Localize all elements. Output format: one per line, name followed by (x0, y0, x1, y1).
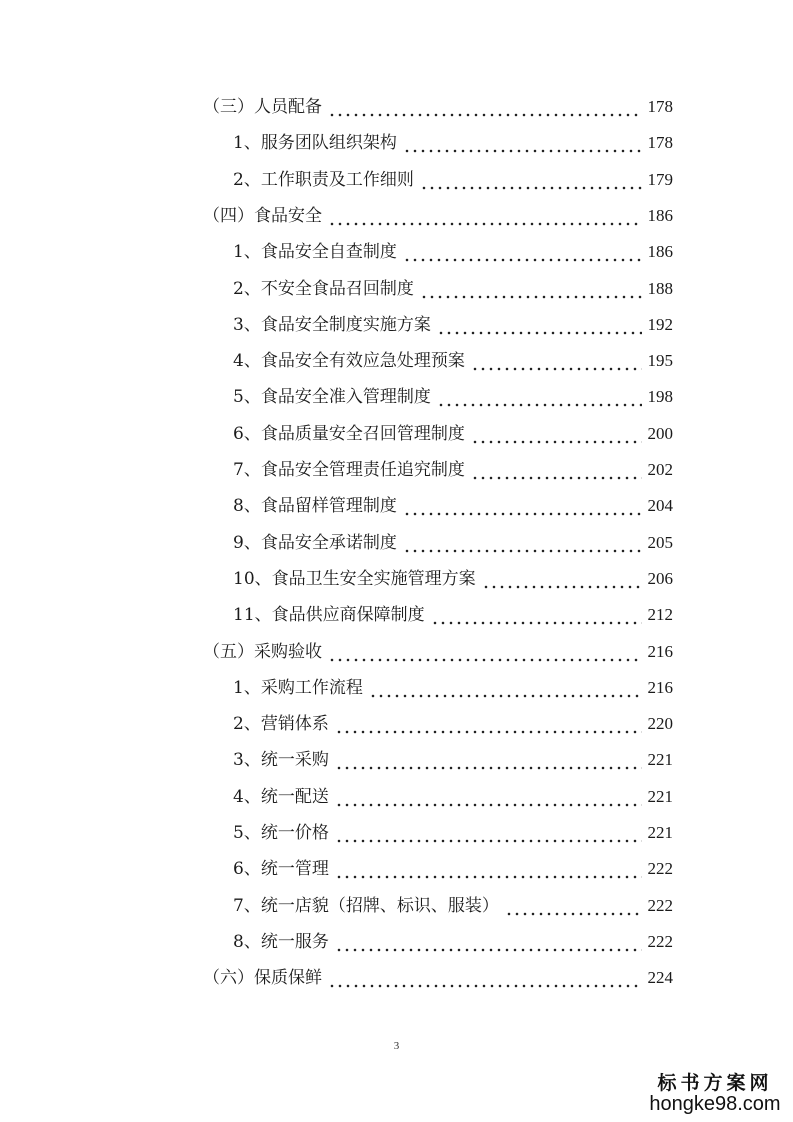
toc-entry (233, 856, 673, 882)
toc-entry-title: 11、食品供应商保障制度 (233, 605, 425, 626)
toc-entry-title: 1、服务团队组织架构 (233, 133, 397, 154)
toc-dot-leader (403, 130, 642, 156)
toc-dot-leader (335, 820, 642, 846)
watermark-cn: 标书方案网 (657, 1072, 773, 1094)
toc-entry (233, 348, 673, 374)
toc-entry-title: 7、食品安全管理责任追究制度 (233, 460, 465, 480)
toc-dot-leader (431, 602, 642, 628)
toc-entry-page: 198 (647, 387, 673, 407)
toc-entry (233, 929, 673, 955)
toc-entry (203, 639, 673, 665)
toc-entry-page: 212 (647, 605, 673, 625)
toc-entry-page: 179 (647, 169, 673, 189)
toc-entry (203, 203, 673, 229)
toc-entry-title: 2、不安全食品召回制度 (233, 278, 414, 299)
toc-dot-leader (328, 94, 642, 120)
toc-entry-title: 3、食品安全制度实施方案 (233, 314, 431, 335)
toc-entry-title: （五）采购验收 (203, 641, 322, 662)
toc-entry-title: 4、食品安全有效应急处理预案 (233, 351, 465, 372)
toc-entry-page: 221 (647, 786, 673, 806)
toc-entry-title: 7、统一店貌（招牌、标识、服装） (233, 895, 499, 916)
toc-entry (233, 167, 673, 193)
toc-entry (233, 530, 673, 556)
toc-entry (233, 493, 673, 519)
toc-entry-title: （四）食品安全 (203, 205, 322, 226)
toc-entry-page: 200 (647, 423, 673, 443)
toc-dot-leader (437, 384, 642, 410)
toc-entry-title: 8、统一服务 (233, 931, 329, 952)
toc-entry-page: 186 (647, 242, 673, 262)
toc-dot-leader (505, 893, 642, 919)
watermark-logo (640, 1068, 790, 1116)
toc-entry (233, 384, 673, 410)
toc-entry-page: 206 (647, 568, 673, 588)
toc-entry-page: 224 (647, 968, 673, 988)
toc-dot-leader (335, 747, 642, 773)
toc-dot-leader (420, 167, 642, 193)
toc-dot-leader (482, 566, 642, 592)
toc-entry-title: 9、食品安全承诺制度 (233, 532, 397, 553)
toc-entry (203, 965, 673, 991)
toc-entry-title: 5、食品安全准入管理制度 (233, 387, 431, 408)
toc-dot-leader (403, 239, 642, 265)
toc-entry-title: 4、统一配送 (233, 786, 329, 807)
toc-dot-leader (471, 421, 642, 447)
toc-entry-title: 3、统一采购 (233, 750, 329, 771)
toc-dot-leader (403, 493, 642, 519)
toc-entry (233, 820, 673, 846)
toc-entry-page: 222 (647, 895, 673, 915)
watermark-en: hongke98.com (649, 1093, 781, 1115)
toc-dot-leader (335, 856, 642, 882)
toc-entry (233, 675, 673, 701)
toc-entry-page: 192 (647, 314, 673, 334)
toc-dot-leader (420, 276, 642, 302)
toc-entry (233, 711, 673, 737)
toc-entry (233, 784, 673, 810)
toc-entry-page: 221 (647, 823, 673, 842)
toc-entry-page: 202 (647, 460, 673, 479)
toc-entry (233, 130, 673, 156)
toc-entry-page: 178 (647, 133, 673, 153)
toc-entry-page: 220 (647, 714, 673, 734)
toc-entry (233, 602, 673, 628)
toc-entry (233, 566, 673, 592)
toc-dot-leader (328, 965, 642, 991)
toc-entry (233, 239, 673, 265)
toc-entry (233, 421, 673, 447)
toc-entry-title: 6、食品质量安全召回管理制度 (233, 423, 465, 444)
toc-dot-leader (335, 711, 642, 737)
toc-dot-leader (437, 312, 642, 338)
toc-entry-page: 216 (647, 677, 673, 697)
toc-dot-leader (471, 457, 642, 483)
toc-entry-title: 1、食品安全自查制度 (233, 242, 397, 263)
toc-entry-title: 5、统一价格 (233, 823, 329, 843)
toc-entry (233, 893, 673, 919)
toc-entry (233, 276, 673, 302)
toc-dot-leader (369, 675, 642, 701)
toc-entry-page: 195 (647, 351, 673, 371)
toc-entry-title: 8、食品留样管理制度 (233, 496, 397, 517)
toc-entry-title: 6、统一管理 (233, 859, 329, 880)
toc-entry (233, 457, 673, 483)
toc-dot-leader (328, 203, 642, 229)
toc-dot-leader (471, 348, 642, 374)
toc-entry-page: 216 (647, 641, 673, 661)
toc-entry-page: 178 (647, 97, 673, 116)
toc-entry-page: 204 (647, 496, 673, 516)
toc-entry-title: 2、营销体系 (233, 714, 329, 735)
toc-entry-page: 188 (647, 278, 673, 298)
page-number: 3 (393, 1040, 400, 1052)
toc-entry-page: 205 (647, 532, 673, 552)
toc-dot-leader (335, 929, 642, 955)
toc-entry-title: 1、采购工作流程 (233, 677, 363, 698)
toc-entry (233, 747, 673, 773)
toc-entry (203, 94, 673, 120)
toc-dot-leader (328, 639, 642, 665)
toc-entry-title: 2、工作职责及工作细则 (233, 169, 414, 190)
toc-entry-title: （六）保质保鲜 (203, 968, 322, 989)
toc-entry-page: 221 (647, 750, 673, 770)
toc-entry-title: （三）人员配备 (203, 97, 322, 117)
toc-entry-title: 10、食品卫生安全实施管理方案 (233, 568, 476, 589)
toc-dot-leader (335, 784, 642, 810)
toc-entry-page: 222 (647, 859, 673, 879)
toc-entry (233, 312, 673, 338)
toc-entry-page: 222 (647, 931, 673, 951)
toc-entry-page: 186 (647, 205, 673, 225)
toc-dot-leader (403, 530, 642, 556)
